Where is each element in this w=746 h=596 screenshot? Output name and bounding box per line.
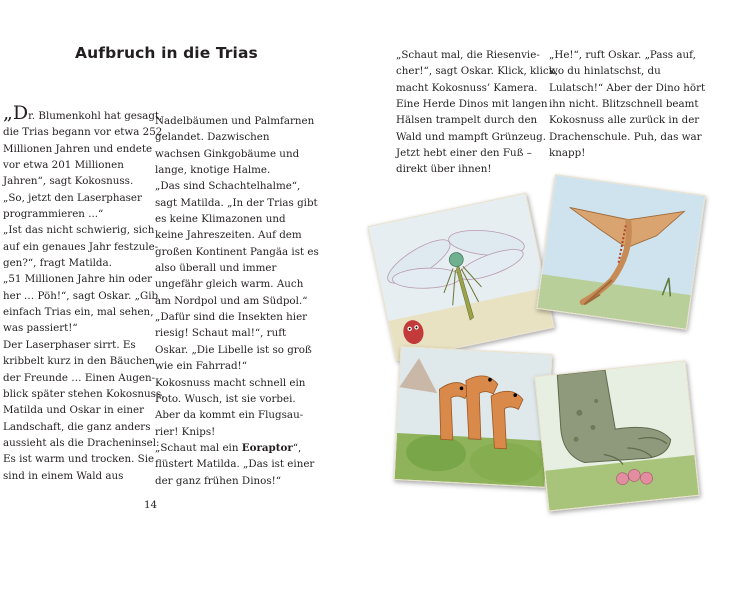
text-line: die Trias begann vor etwa 252	[3, 126, 163, 139]
dino-foot-illustration	[534, 360, 699, 511]
text-line: wo du hinlatschst, du	[549, 65, 661, 78]
eoraptor-word: Eoraptor	[241, 441, 293, 454]
dino-foot-drawing	[535, 362, 698, 511]
pterosaur-illustration	[536, 174, 705, 330]
right-text-column-1	[396, 47, 559, 178]
first-line	[3, 102, 163, 124]
text-line: Oskar. „Die Libelle ist so groß	[155, 343, 312, 356]
text-line: auf ein genaues Jahr festzule-	[3, 240, 159, 253]
right-page	[373, 0, 746, 596]
text-line: gen?“, fragt Matilda.	[3, 257, 112, 270]
text-line: Landschaft, die ganz anders	[3, 420, 151, 433]
text-line: gelandet. Dazwischen	[155, 131, 270, 144]
text-line: flüstert Matilda. „Das ist einer	[155, 458, 315, 471]
text-line: „He!“, ruft Oskar. „Pass auf,	[549, 49, 696, 61]
text-line: ihn nicht. Blitzschnell beamt	[549, 98, 699, 111]
text-line: sagt Matilda. „In der Trias gibt	[155, 196, 318, 209]
text-line: „So, jetzt den Laserphaser	[3, 191, 142, 204]
first-line-text: r. Blumenkohl hat gesagt,	[28, 110, 163, 122]
text-line: Hälsen trampelt durch den	[396, 114, 538, 127]
text-line: Wald und mampft Grünzeug.	[396, 130, 547, 143]
eoraptors-drawing	[395, 347, 552, 487]
text-line: Kokosnuss macht schnell ein	[155, 376, 306, 389]
eoraptor-line	[155, 440, 307, 456]
text-line: wachsen Ginkgobäume und	[155, 147, 300, 160]
right-text-column-2	[549, 47, 706, 161]
text-line: „Ist das nicht schwierig, sich	[3, 224, 155, 237]
text-line: Es ist warm und trocken. Sie	[3, 453, 155, 466]
text-line: riesig! Schaut mal!“, ruft	[155, 327, 287, 340]
text-line: Lulatsch!“ Aber der Dino hört	[549, 81, 706, 94]
text-line: Millionen Jahren und endete	[3, 142, 153, 155]
eoraptor-line-end: “,	[292, 441, 302, 454]
eoraptor-line-start: „Schaut mal ein	[155, 441, 242, 454]
text-line: Matilda und Oskar in einer	[3, 404, 145, 417]
left-text-column-2	[155, 113, 319, 489]
text-line: cher!“, sagt Oskar. Klick, klick,	[396, 65, 559, 78]
text-line: keine Jahreszeiten. Auf dem	[155, 229, 302, 242]
text-line: „51 Millionen Jahre hin oder	[3, 273, 153, 286]
left-text-column-1	[3, 102, 165, 484]
text-line: knapp!	[549, 147, 586, 160]
text-line: der Freunde … Einen Augen-	[3, 371, 156, 384]
text-line: Jahren“, sagt Kokosnuss.	[3, 175, 134, 188]
text-line: „Schaut mal, die Riesenvie-	[396, 49, 540, 61]
text-line: einfach Trias ein, mal sehen,	[3, 306, 154, 319]
chapter-title: Aufbruch in die Trias	[75, 44, 258, 62]
page-number: 14	[144, 499, 158, 511]
text-line: Drachenschule. Puh, das war	[549, 130, 702, 143]
text-line: aussieht als die Dracheninsel:	[3, 436, 160, 449]
dropcap-quote: „	[3, 102, 13, 124]
text-line: kribbelt kurz in den Bäuchen	[3, 355, 156, 368]
eoraptors-illustration	[394, 346, 553, 488]
text-line: der ganz frühen Dinos!“	[155, 474, 282, 487]
text-line: „Dafür sind die Insekten hier	[155, 311, 308, 324]
text-line: macht Kokosnuss’ Kamera.	[396, 81, 538, 94]
text-line: Kokosnuss alle zurück in der	[549, 114, 700, 127]
text-line: wie ein Fahrrad!“	[155, 360, 247, 373]
text-line: lange, knotige Halme.	[155, 164, 271, 177]
text-line: „Das sind Schachtelhalme“,	[155, 180, 301, 193]
text-line: am Nordpol und am Südpol.“	[155, 294, 308, 307]
text-line: großen Kontinent Pangäa ist es	[155, 245, 319, 258]
text-line: her … Pöh!“, sagt Oskar. „Gib	[3, 289, 159, 302]
text-line: Eine Herde Dinos mit langen	[396, 98, 548, 111]
text-line: blick später stehen Kokosnuss,	[3, 387, 165, 400]
text-line: programmieren ...“	[3, 208, 104, 221]
text-line: es keine Klimazonen und	[155, 213, 286, 226]
text-line: sind in einem Wald aus	[3, 469, 124, 482]
text-line: vor etwa 201 Millionen	[3, 159, 124, 172]
text-line: also überall und immer	[155, 262, 277, 275]
text-line: Aber da kommt ein Flugsau-	[155, 409, 304, 422]
text-line: Der Laserphaser sirrt. Es	[3, 338, 136, 351]
text-line: ungefähr gleich warm. Auch	[155, 278, 304, 291]
pterosaur-drawing	[537, 175, 704, 329]
text-line: Nadelbäumen und Palmfarnen	[155, 115, 315, 127]
dragonfly-illustration	[367, 193, 554, 362]
text-line: Jetzt hebt einer den Fuß –	[396, 147, 532, 160]
text-line: direkt über ihnen!	[396, 163, 492, 176]
text-line: rier! Knips!	[155, 425, 216, 438]
dragonfly-drawing	[369, 194, 554, 360]
text-line: was passiert!“	[3, 322, 78, 335]
dropcap-letter: D	[12, 102, 29, 124]
text-line: Foto. Wusch, ist sie vorbei.	[155, 392, 296, 405]
